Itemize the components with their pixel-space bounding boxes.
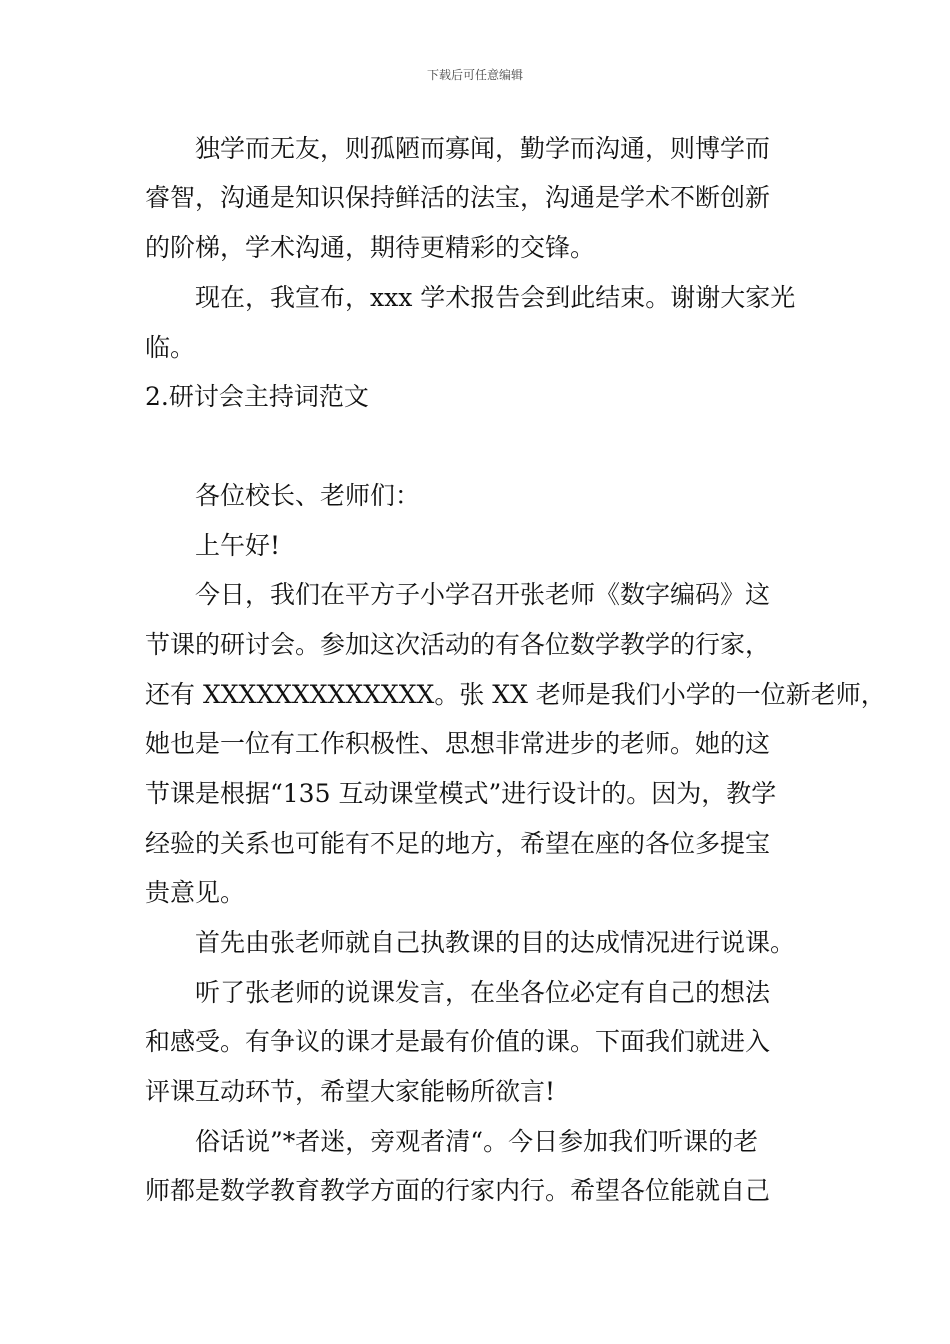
paragraph-line: 今日，我们在平方子小学召开张老师《数字编码》这 [145,580,771,609]
paragraph-line: 首先由张老师就自己执教课的目的达成情况进行说课。 [145,928,796,957]
paragraph-line: 她也是一位有工作积极性、思想非常进步的老师。她的这 [145,729,771,758]
paragraph-line: 上午好! [145,531,281,560]
paragraph-line: 评课互动环节，希望大家能畅所欲言! [145,1077,556,1106]
paragraph-line: 节课的研讨会。参加这次活动的有各位数学教学的行家， [145,630,771,659]
section-heading: 2.研讨会主持词范文 [145,382,369,411]
paragraph-line: 各位校长、老师们： [145,481,421,510]
paragraph-line: 师都是数学教育教学方面的行家内行。希望各位能就自己 [145,1176,771,1205]
paragraph-line: 还有 XXXXXXXXXXXXX。张 XX 老师是我们小学的一位新老师， [145,680,886,709]
paragraph-line: 贵意见。 [145,878,246,907]
paragraph-line: 临。 [145,333,196,362]
paragraph-line: 经验的关系也可能有不足的地方，希望在座的各位多提宝 [145,829,771,858]
paragraph-line: 睿智，沟通是知识保持鲜活的法宝，沟通是学术不断创新 [145,183,771,212]
page-header-note: 下载后可任意编辑 [426,68,523,82]
paragraph-line: 独学而无友，则孤陋而寡闻，勤学而沟通，则博学而 [145,134,771,163]
paragraph-line: 和感受。有争议的课才是最有价值的课。下面我们就进入 [145,1027,771,1056]
paragraph-line: 节课是根据“135 互动课堂模式”进行设计的。因为，教学 [145,779,777,808]
paragraph-line: 的阶梯，学术沟通，期待更精彩的交锋。 [145,233,596,262]
paragraph-line: 现在，我宣布，xxx 学术报告会到此结束。谢谢大家光 [145,283,796,312]
paragraph-line: 俗话说”*者迷，旁观者清“。今日参加我们听课的老 [145,1127,759,1156]
paragraph-line: 听了张老师的说课发言，在坐各位必定有自己的想法 [145,978,771,1007]
